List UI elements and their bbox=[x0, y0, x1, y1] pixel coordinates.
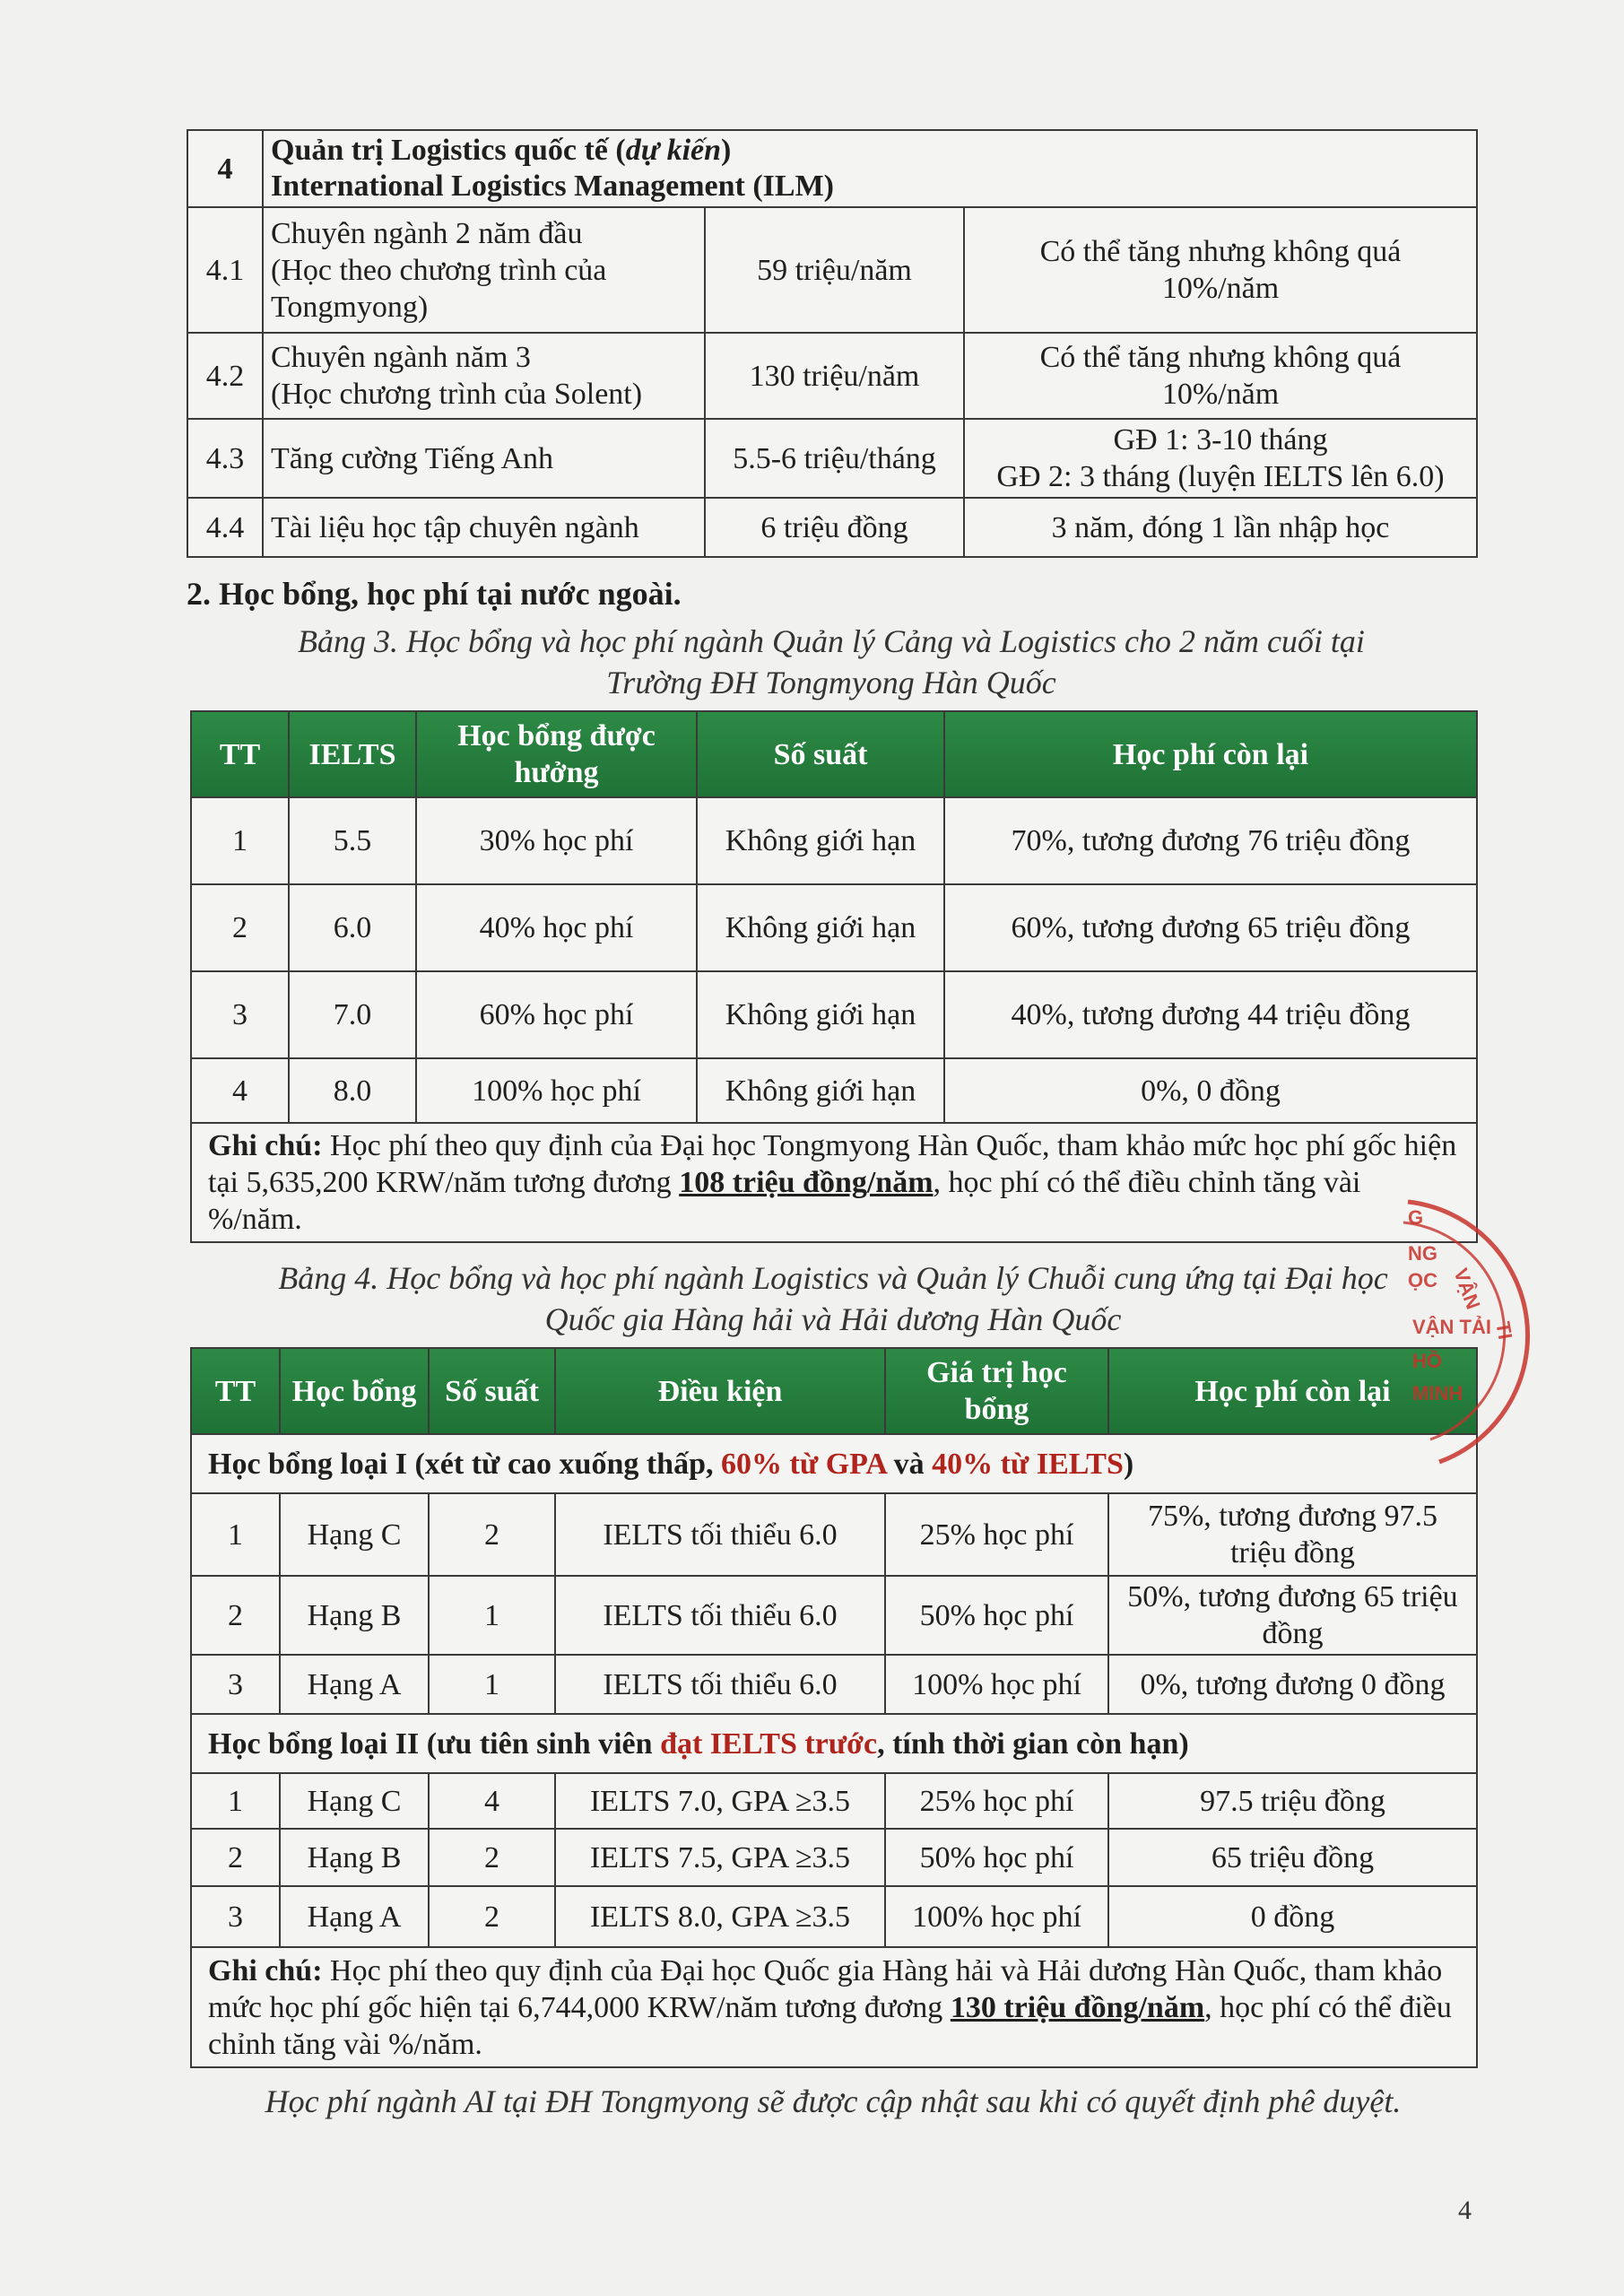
table4-note-row bbox=[191, 1947, 1477, 2067]
header-remaining: Học phí còn lại bbox=[944, 711, 1477, 797]
cell-scholarship: 30% học phí bbox=[416, 797, 697, 884]
cell-remaining: 60%, tương đương 65 triệu đồng bbox=[944, 884, 1477, 971]
header-scholarship: Học bổng bbox=[280, 1348, 429, 1434]
cell-value: 100% học phí bbox=[885, 1886, 1108, 1947]
stamp-text: HỒ bbox=[1412, 1350, 1442, 1372]
cell-remaining: 50%, tương đương 65 triệu đồng bbox=[1108, 1576, 1477, 1655]
cell-rank: Hạng A bbox=[280, 1655, 429, 1714]
cell-tt: 1 bbox=[191, 1493, 280, 1576]
table4 bbox=[190, 1347, 1478, 2068]
table4-row bbox=[191, 1773, 1477, 1829]
cell-tt: 1 bbox=[191, 1773, 280, 1829]
ilm-row-name: Tăng cường Tiếng Anh bbox=[263, 419, 705, 498]
cell-remaining: 65 triệu đồng bbox=[1108, 1829, 1477, 1886]
cell-slots: 1 bbox=[429, 1655, 555, 1714]
group2-label: Học bổng loại II (ưu tiên sinh viên đạt IELTS trước, tính thời gian còn hạn) bbox=[191, 1714, 1477, 1773]
ilm-row-fee: 130 triệu/năm bbox=[705, 333, 964, 419]
stamp-text: VẬN bbox=[1449, 1265, 1485, 1313]
stamp-text: G bbox=[1408, 1206, 1424, 1229]
table4-group2-row bbox=[191, 1714, 1477, 1773]
cell-slots: Không giới hạn bbox=[697, 1058, 944, 1123]
cell-ielts: 5.5 bbox=[289, 797, 416, 884]
cell-condition: IELTS tối thiểu 6.0 bbox=[555, 1576, 885, 1655]
table3-note-row bbox=[191, 1123, 1477, 1242]
table4-note: Ghi chú: Học phí theo quy định của Đại học Quốc gia Hàng hải và Hải dương Hàn Quốc, tham khảo mức học phí gốc hiện tại 6,744,000 KRW/năm tương đương 130 triệu đồng/năm, học phí có thể điều chỉnh tăng vài %/năm. bbox=[191, 1947, 1477, 2067]
cell-remaining: 0%, tương đương 0 đồng bbox=[1108, 1655, 1477, 1714]
cell-value: 25% học phí bbox=[885, 1493, 1108, 1576]
ilm-number: 4 bbox=[187, 130, 263, 207]
ilm-row-note: Có thể tăng nhưng không quá 10%/năm bbox=[964, 333, 1477, 419]
cell-tt: 2 bbox=[191, 1829, 280, 1886]
footer-note: Học phí ngành AI tại ĐH Tongmyong sẽ được cập nhật sau khi có quyết định phê duyệt. bbox=[265, 2083, 1402, 2119]
ilm-title: Quản trị Logistics quốc tế (dự kiến) International Logistics Management (ILM) bbox=[263, 130, 1477, 207]
cell-ielts: 8.0 bbox=[289, 1058, 416, 1123]
cell-slots: Không giới hạn bbox=[697, 884, 944, 971]
cell-tt: 3 bbox=[191, 1655, 280, 1714]
cell-remaining: 40%, tương đương 44 triệu đồng bbox=[944, 971, 1477, 1058]
page-number: 4 bbox=[1458, 2196, 1472, 2225]
ilm-row bbox=[187, 207, 1477, 333]
cell-value: 25% học phí bbox=[885, 1773, 1108, 1829]
ilm-row-note: GĐ 1: 3-10 tháng GĐ 2: 3 tháng (luyện IELTS lên 6.0) bbox=[964, 419, 1477, 498]
ilm-row bbox=[187, 333, 1477, 419]
table3-note: Ghi chú: Học phí theo quy định của Đại học Tongmyong Hàn Quốc, tham khảo mức học phí gốc hiện tại 5,635,200 KRW/năm tương đương 108 triệu đồng/năm, học phí có thể điều chỉnh tăng vài %/năm. bbox=[191, 1123, 1477, 1242]
cell-slots: 4 bbox=[429, 1773, 555, 1829]
cell-rank: Hạng B bbox=[280, 1829, 429, 1886]
ilm-row bbox=[187, 419, 1477, 498]
ilm-row-no: 4.1 bbox=[187, 207, 263, 333]
table4-row bbox=[191, 1493, 1477, 1576]
ilm-row-name: Tài liệu học tập chuyên ngành bbox=[263, 498, 705, 557]
cell-slots: 2 bbox=[429, 1886, 555, 1947]
stamp-text: TI bbox=[1491, 1319, 1517, 1342]
header-scholarship: Học bổng được hưởng bbox=[416, 711, 697, 797]
table3-row bbox=[191, 797, 1477, 884]
cell-value: 100% học phí bbox=[885, 1655, 1108, 1714]
table4-group1-row bbox=[191, 1434, 1477, 1493]
cell-remaining: 75%, tương đương 97.5 triệu đồng bbox=[1108, 1493, 1477, 1576]
cell-slots: Không giới hạn bbox=[697, 971, 944, 1058]
cell-slots: 2 bbox=[429, 1829, 555, 1886]
header-slots: Số suất bbox=[429, 1348, 555, 1434]
table4-header-row bbox=[191, 1348, 1477, 1434]
ilm-row-name: Chuyên ngành 2 năm đầu (Học theo chương trình của Tongmyong) bbox=[263, 207, 705, 333]
cell-value: 50% học phí bbox=[885, 1576, 1108, 1655]
ilm-header-row bbox=[187, 130, 1477, 207]
cell-slots: 1 bbox=[429, 1576, 555, 1655]
cell-remaining: 0%, 0 đồng bbox=[944, 1058, 1477, 1123]
ilm-row-no: 4.3 bbox=[187, 419, 263, 498]
ilm-row-no: 4.4 bbox=[187, 498, 263, 557]
cell-rank: Hạng C bbox=[280, 1493, 429, 1576]
cell-rank: Hạng A bbox=[280, 1886, 429, 1947]
ilm-row bbox=[187, 498, 1477, 557]
cell-remaining: 70%, tương đương 76 triệu đồng bbox=[944, 797, 1477, 884]
ilm-row-name: Chuyên ngành năm 3 (Học chương trình của Solent) bbox=[263, 333, 705, 419]
table3-row bbox=[191, 884, 1477, 971]
header-tt: TT bbox=[191, 711, 289, 797]
cell-condition: IELTS 8.0, GPA ≥3.5 bbox=[555, 1886, 885, 1947]
header-slots: Số suất bbox=[697, 711, 944, 797]
table3-row bbox=[191, 1058, 1477, 1123]
cell-scholarship: 60% học phí bbox=[416, 971, 697, 1058]
cell-slots: Không giới hạn bbox=[697, 797, 944, 884]
stamp-text: MINH bbox=[1412, 1382, 1463, 1405]
cell-tt: 3 bbox=[191, 1886, 280, 1947]
cell-ielts: 6.0 bbox=[289, 884, 416, 971]
header-condition: Điều kiện bbox=[555, 1348, 885, 1434]
header-value: Giá trị học bổng bbox=[885, 1348, 1108, 1434]
table3-caption: Bảng 3. Học bổng và học phí ngành Quản lý Cảng và Logistics cho 2 năm cuối tại Trường ĐH Tongmyong Hàn Quốc bbox=[298, 623, 1365, 700]
ilm-row-fee: 5.5-6 triệu/tháng bbox=[705, 419, 964, 498]
cell-rank: Hạng B bbox=[280, 1576, 429, 1655]
ilm-fee-table bbox=[187, 129, 1478, 558]
ilm-row-note: 3 năm, đóng 1 lần nhập học bbox=[964, 498, 1477, 557]
table4-row bbox=[191, 1886, 1477, 1947]
header-ielts: IELTS bbox=[289, 711, 416, 797]
cell-tt: 3 bbox=[191, 971, 289, 1058]
cell-tt: 1 bbox=[191, 797, 289, 884]
cell-remaining: 97.5 triệu đồng bbox=[1108, 1773, 1477, 1829]
ilm-row-fee: 6 triệu đồng bbox=[705, 498, 964, 557]
header-tt: TT bbox=[191, 1348, 280, 1434]
ilm-row-note: Có thể tăng nhưng không quá 10%/năm bbox=[964, 207, 1477, 333]
cell-ielts: 7.0 bbox=[289, 971, 416, 1058]
cell-scholarship: 100% học phí bbox=[416, 1058, 697, 1123]
cell-condition: IELTS tối thiểu 6.0 bbox=[555, 1493, 885, 1576]
stamp-text: VẬN TẢI bbox=[1412, 1316, 1491, 1338]
cell-slots: 2 bbox=[429, 1493, 555, 1576]
stamp-text: ỌC bbox=[1408, 1269, 1437, 1292]
ilm-row-no: 4.2 bbox=[187, 333, 263, 419]
cell-remaining: 0 đồng bbox=[1108, 1886, 1477, 1947]
cell-value: 50% học phí bbox=[885, 1829, 1108, 1886]
stamp-text: NG bbox=[1408, 1242, 1437, 1265]
header-remaining: Học phí còn lại bbox=[1108, 1348, 1477, 1434]
table4-row bbox=[191, 1576, 1477, 1655]
group1-label: Học bổng loại I (xét từ cao xuống thấp, 60% từ GPA và 40% từ IELTS) bbox=[191, 1434, 1477, 1493]
cell-condition: IELTS 7.0, GPA ≥3.5 bbox=[555, 1773, 885, 1829]
cell-tt: 2 bbox=[191, 1576, 280, 1655]
cell-tt: 4 bbox=[191, 1058, 289, 1123]
section-heading: 2. Học bổng, học phí tại nước ngoài. bbox=[187, 576, 682, 612]
cell-tt: 2 bbox=[191, 884, 289, 971]
table3-header-row bbox=[191, 711, 1477, 797]
cell-condition: IELTS tối thiểu 6.0 bbox=[555, 1655, 885, 1714]
ilm-row-fee: 59 triệu/năm bbox=[705, 207, 964, 333]
table3 bbox=[190, 710, 1478, 1243]
cell-rank: Hạng C bbox=[280, 1773, 429, 1829]
cell-condition: IELTS 7.5, GPA ≥3.5 bbox=[555, 1829, 885, 1886]
table3-row bbox=[191, 971, 1477, 1058]
table4-row bbox=[191, 1829, 1477, 1886]
table4-caption: Bảng 4. Học bổng và học phí ngành Logistics và Quản lý Chuỗi cung ứng tại Đại học Quốc gia Hàng hải và Hải dương Hàn Quốc bbox=[278, 1260, 1388, 1337]
cell-scholarship: 40% học phí bbox=[416, 884, 697, 971]
table4-row bbox=[191, 1655, 1477, 1714]
